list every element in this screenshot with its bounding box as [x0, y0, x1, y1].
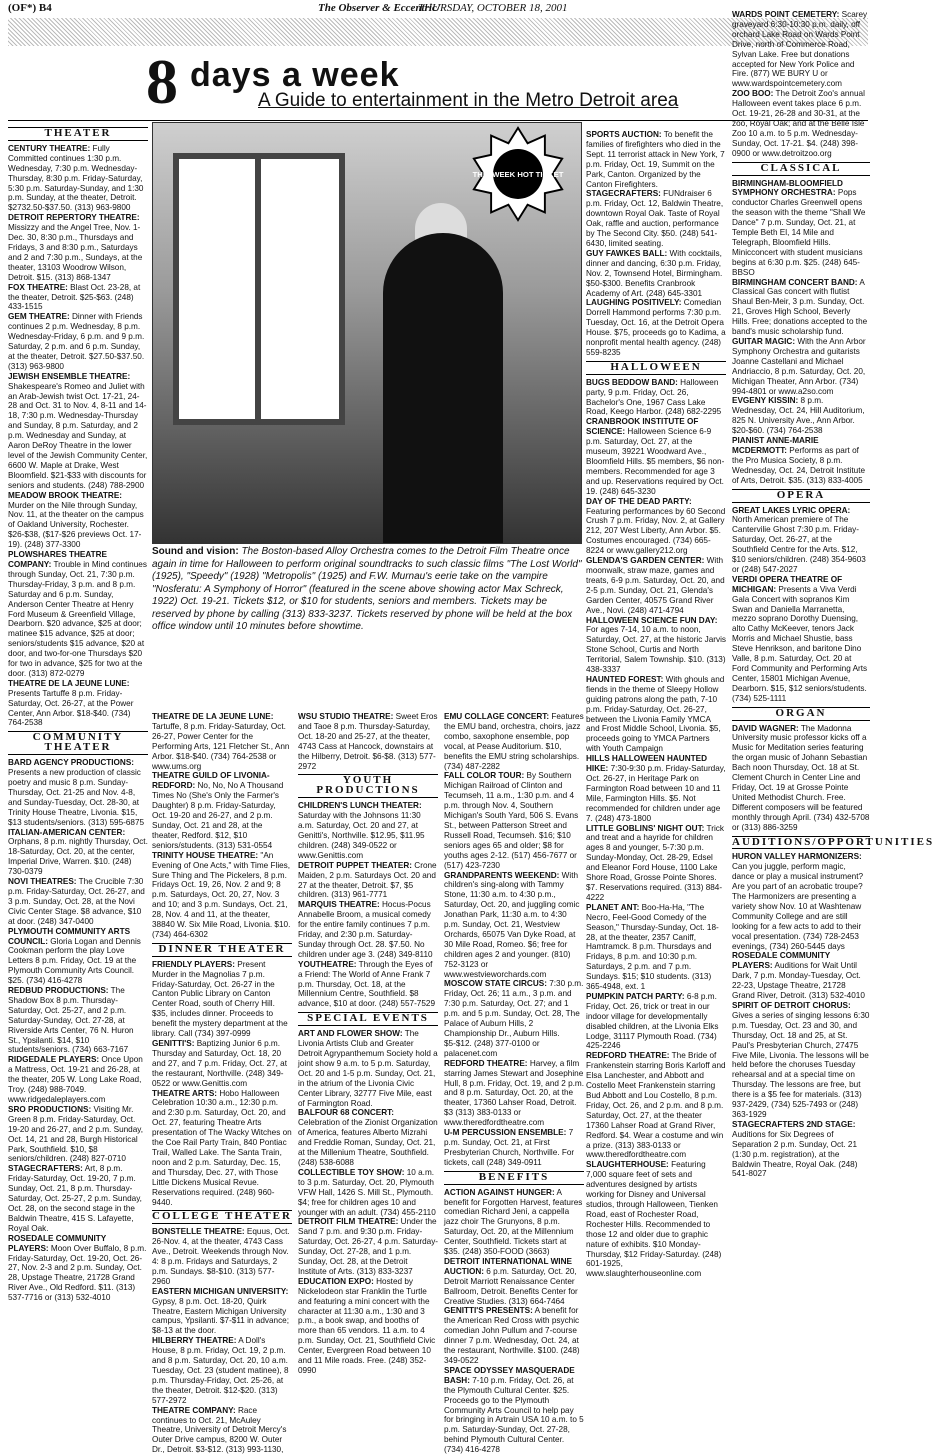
listing-entry: GREAT LAKES LYRIC OPERA: North American premiere of The Cantervilie Ghost 7:30 p.m. Friday-Saturday, Oct. 26-27, at the Southfield Centre for the Arts. $12, $10 seniors/children. (248) 354-9603 or (248) 547-2027: [732, 505, 866, 574]
listing-entry: DETROIT REPERTORY THEATRE: Missizzy and the Angel Tree, Nov. 1-Dec. 30, 8:30 p.m., Thursdays and Fridays, 3 and 8:30 p.m., Saturdays and 2 and 7:30 p.m., Sundays, at the theater, 13103 Woodrow Wilson, Detroit. $15. (313) 868-1347: [8, 213, 143, 282]
listing-entry: PIANIST ANNE-MARIE MCDERMOTT: Performs as part of the Pro Musica Society, 8 p.m. Wednesday, Oct. 24, Detroit Institute of Arts, Detroit. $35. (313) 833-4005: [732, 436, 866, 485]
listing-entry: FALL COLOR TOUR: By Southern Michigan Railroad of Clinton and Tecumseh, 11 a.m., 1:30 p.m. and 4 p.m. through Nov. 4, Southern Michigan's South Yard, 506 S. Evans St., between Patterson Street and Russell Road, Tecumseh. $16; $10 seniors ages 65 and older; $8 for youths ages 2-12. (517) 456-7677 or (517) 423-7230: [444, 771, 579, 870]
section-heading: YOUTH PRODUCTIONS: [298, 774, 438, 798]
listing-entry: REDBUD PRODUCTIONS: The Shadow Box 8 p.m. Thursday-Saturday, Oct. 25-27, and 2 p.m. Saturday-Sunday, Oct. 27-28, at Riverside Arts Center, 76 N. Huron St., Ypsilanti. $14, $10 students/seniors. (734) 663-7167: [8, 986, 134, 1055]
listing-entry: REDFORD THEATRE: The Bride of Frankenstein starring Boris Karloff and Elsa Lanchester, and Abbott and Costello Meet Frankenstein starring Bud Abbott and Lou Costello, 8 p.m. Friday, Oct. 26, and 2 p.m. and 8 p.m. Saturday, Oct. 27, at the theater 17360 Lahser Road at Grand River, Redford. $4. Wear a costume and win a prize. (313) 383-0133 or www.theredfordtheatre.com: [586, 1051, 726, 1160]
listing-entry: MARQUIS THEATRE: Hocus-Pocus Annabelle Broom, a musical comedy for the entire family continues 7 p.m. Friday, and 2:30 p.m. Saturday-Sunday through Oct. 28. $7.50. No children under age 3. (248) 349-8110: [298, 900, 433, 959]
newspaper-name: The Observer & Eccentric/: [318, 2, 440, 14]
column-6: [732, 10, 934, 1382]
listing-entry: FOX THEATRE: Blast Oct. 23-28, at the theater, Detroit. $25-$63. (248) 433-1515: [8, 282, 141, 312]
issue-date: THURSDAY, OCTOBER 18, 2001: [418, 2, 568, 14]
section-heading: CLASSICAL: [732, 162, 870, 176]
listing-entry: SPORTS AUCTION: To benefit the families of firefighters who died in the Sept. 11 terrorist attack in New York, 7 p.m. Friday, Oct. 19, Summit on the Park, Canton. Organized by the Canton Firefighters.: [586, 130, 725, 189]
photo-caption: [152, 546, 582, 634]
listing-entry: ROSEDALE COMMUNITY PLAYERS: Moon Over Buffalo, 8 p.m. Friday-Saturday, Oct. 19-20, Oct. 26-27, Nov. 2-3 and 2 p.m. Sunday, Oct. 28, Upstage Theatre, 21728 Grand River Ave., Old Redford. $11. (313) 537-7716 or (313) 532-4010: [8, 1233, 147, 1303]
listing-entry: MOSCOW STATE CIRCUS: 7:30 p.m. Friday, Oct. 26; 11 a.m., 3 p.m. and 7:30 p.m. Saturday, Oct. 27; and 1 p.m. and 5 p.m. Sunday, Oct. 28, The Palace of Auburn Hills, 2 Championship Dr., Auburn Hills. $5-$12. (248) 377-0100 or palacenet.com: [444, 979, 584, 1058]
listing-entry: REDFORD THEATRE: Harvey, a film starring James Stewart and Josephine Hull, 8 p.m. Friday, Oct. 19, and 2 p.m. and 8 p.m. Saturday, Oct. 20, at the theater, 17360 Lahser Road, Detroit. $3 (313) 383-0133 or www.theredfordtheatre.com: [444, 1058, 584, 1128]
listing-entry: HAUNTED FOREST: With ghouls and fiends in the theme of Sleepy Hollow guiding patrons along the path, 7-10 p.m. Friday-Saturday, Oct. 26-27, between the Livonia Family YMCA and Frost Middle School, Livonia. $5, proceeds going to YMCA Partners with Youth Campaign: [586, 674, 725, 754]
listing-entry: SLAUGHTERHOUSE: Featuring 7,000 square feet of sets and adventures designed by artists working for Disney and Universal studios, through Halloween, Tienken Road, east of Rochester Road, Rochester Hills. Recommended to those 12 and older due to graphic nature of exhibits. $10 Monday-Thursday, $12 Friday-Saturday. (248) 601-1925, www.slaughterhouseonline.com: [586, 1160, 722, 1279]
listing-entry: ART AND FLOWER SHOW: The Livonia Artists Club and Greater Detroit Agrypanthemum Society hold a joint show 9 a.m. to 5 p.m. Saturday, Oct. 20 and 1-5 p.m. Sunday, Oct. 21, in the atrium of the Livonia Civic Center Library, 32777 Five Mile, east of Farmington Road.: [298, 1029, 438, 1108]
section-heading: SPECIAL EVENTS: [298, 1012, 438, 1026]
listing-entry: HILBERRY THEATRE: A Doll's House, 8 p.m. Friday, Oct. 19, 2 p.m. and 8 p.m. Saturday, Oct. 20, 10 a.m. Tuesday, Oct. 23 (student matinee), 8 p.m. Thursday-Friday, Oct. 25-26, at the theater, Detroit. $12-$20. (313) 577-2972: [152, 1336, 289, 1405]
listing-entry: THEATRE DE LA JEUNE LUNE: Tartuffe, 8 p.m. Friday-Saturday, Oct. 26-27, Power Center for the Performing Arts, 121 Fletcher St., Ann Arbor. $18-$40. (734) 764-2538 or www.ums.org: [152, 712, 290, 771]
section-heading: OPERA: [732, 489, 870, 503]
listing-entry: SPIRIT OF DETROIT CHORUS: Gives a series of singing lessons 6:30 p.m. Tuesday, Oct. 23 and 30, and Thursday, Oct. 18 and 25, at St. Paul's Presbyterian Church, 27475 Five Mile, Livonia. The lessons will be held before the choruses Tuesday rehearsal and at a special time on Thursday. The lessons are free, but there is a $5 fee for materials. (313) 937-2429, (734) 525-7493 or (248) 363-1929: [732, 1001, 870, 1119]
section-heading: ORGAN: [732, 707, 870, 721]
listing-entry: YOUTHEATRE: Through the Eyes of a Friend: The World of Anne Frank 7 p.m. Thursday, Oct. 18, at the Millennium Centre, Southfield. $8 advance, $10 at door. (248) 557-7529: [298, 959, 436, 1009]
listing-entry: EMU COLLAGE CONCERT: Features the EMU band, orchestra, choirs, jazz combo, saxophone ensemble, pop vocal, at Pease Auditorium. $10, benefits the EMU string scholarships. (734) 487-2282: [444, 712, 584, 771]
listing-entry: BIRMINGHAM CONCERT BAND: A Classical Gas concert with flutist Shaul Ben-Meir, 3 p.m. Sunday, Oct. 21, Groves High School, Beverly Hills. Free; donations accepted to the band's music scholarship fund.: [732, 277, 868, 337]
listing-entry: RIDGEDALE PLAYERS: Once Upon a Mattress, Oct. 19-21 and 26-28, at the theater, 205 W. Long Lake Road, Troy. (248) 988-7049. www.ridgedaleplayers.com: [8, 1055, 143, 1104]
column-3: [298, 712, 438, 1382]
listing-entry: LITTLE GOBLINS' NIGHT OUT: Trick and treat and a hayride for children ages 8 and younger, 5-7:30 p.m. Sunday-Monday, Oct. 28-29, Edsel and Eleanor Ford House, 1100 Lake Shore Road, Grosse Pointe Shores. $7. Reservations required. (313) 884-4222: [586, 823, 724, 902]
listing-entry: HALLOWEEN SCIENCE FUN DAY: For ages 7-14, 10 a.m. to noon, Saturday, Oct. 27, at the historic Jarvis Stone School, Curtis and North Territorial, Salem Township. $10. (313) 438-3337: [586, 615, 727, 675]
listing-entry: BALFOUR 68 CONCERT: Celebration of the Zionist Organization of America, features Alberto Mizrahi and Freddie Roman, Sunday, Oct. 21, at the Millenium Theatre, Southfield. (248) 538-6088: [298, 1108, 438, 1167]
hot-ticket-badge: [470, 126, 566, 222]
listing-entry: GENITTI'S PRESENTS: A benefit for the American Red Cross with psychic comedian John Pullum and 7-course dinner 7 p.m. Wednesday, Oct. 24, at the restaurant, Northville. $100. (248) 349-0522: [444, 1306, 580, 1365]
masthead-subtitle: A Guide to entertainment in the Metro Detroit area: [258, 90, 679, 111]
listing-entry: BIRMINGHAM-BLOOMFIELD SYMPHONY ORCHESTRA: Pops conductor Charles Greenwell opens the season with the theme "Shall We Dance" 7 p.m. Sunday, Oct. 21, at Temple Beth El, 14 Mile and Telegraph, Bloomfield Hills. Minicconcert with student musicians begins at 6:30 p.m. $25. (248) 645-BBSO: [732, 178, 866, 277]
section-heading: THEATER: [8, 127, 148, 141]
listing-entry: THEATRE DE LA JEUNE LUNE: Presents Tartuffe 8 p.m. Friday-Saturday, Oct. 26-27, at the Power Center, Ann Arbor. $18-$40. (734) 764-2538: [8, 678, 134, 728]
listing-entry: FRIENDLY PLAYERS: Present Murder in the Magnolias 7 p.m. Friday-Saturday, Oct. 26-27 in the Canton Public Library on Canton Center Road, south of Cherry Hill. $35, includes dinner. Proceeds to benefit the mystery department at the library. Call (734) 397-0999: [152, 959, 288, 1039]
listing-entry: CRANBROOK INSTITUTE OF SCIENCE: Halloween Science 6-9 p.m. Saturday, Oct. 27, at the museum, 39221 Woodward Ave., Bloomfield Hills. $5 members, $6 non-members. Recommended for age 3 and up. Reservations required by Oct. 19. (248) 645-3230: [586, 417, 725, 496]
listing-entry: GEM THEATRE: Dinner with Friends continues 2 p.m. Wednesday, 8 p.m. Wednesday-Friday, 6 p.m. and 9 p.m. Saturday, 2 p.m. and 6 p.m. Sunday, at the theater, Detroit. $27.50-$37.50. (313) 963-9800: [8, 312, 145, 371]
listing-entry: NOVI THEATRES: The Crucible 7:30 p.m. Friday-Saturday, Oct. 26-27, and 3 p.m. Sunday, Oct. 28, at the Novi Civic Center Stage. $8 advance, $10 at door. (248) 347-0400: [8, 877, 145, 926]
listing-entry: PLOWSHARES THEATRE COMPANY: Trouble in Mind continues through Sunday, Oct. 21, 7:30 p.m. Thursday-Friday, 3 p.m. and 8 p.m. Saturday and 6 p.m. Sunday, Anderson Center Theatre at Henry Ford Museum & Greenfield Village, Dearborn. $20 advance, $25 at door; matinee $15 advance, $25 at door; seniors/students $15 advance, $20 at door, and two-for-one Thursdays $20 for two in advance, $25 for two at the door. (313) 872-0279: [8, 550, 147, 678]
listing-entry: DAVID WAGNER: The Madonna University music professor kicks off a Music for Meditation series featuring the organ music of Johann Sebastian Bach noon Thursday, Oct. 18 at St. Clement Church in Center Line and Friday, Oct. 19 at Grosse Pointe United Methodist Church. Free. Different composers will be featured monthly through April. (734) 432-5708 or (313) 886-3259: [732, 723, 870, 832]
listing-entry: BARD AGENCY PRODUCTIONS: Presents a new production of classic poetry and music 8 p.m. Sunday-Thursday, Oct. 21-25 and Nov. 4-8, and Sunday-Tuesday, Oct. 28-30, at Trinity House Theatre, Livonia. $15, $13 students/seniors. (313) 595-6875: [8, 758, 145, 827]
listing-entry: SRO PRODUCTIONS: Visiting Mr. Green 8 p.m. Friday-Saturday, Oct. 19-20 and 26-27, and 2 p.m. Sunday, Oct. 14, 21 and 28, Burgh Historical Park, Southfield. $10, $8 seniors/children. (248) 827-0710: [8, 1104, 144, 1164]
figure-silhouette: [383, 233, 503, 543]
column-4: [444, 712, 584, 1455]
listing-entry: SPACE ODYSSEY MASQUERADE BASH: 7-10 p.m. Friday, Oct. 26, at the Plymouth Cultural Center. $25. Proceeds go to the Plymouth Community Arts Council to help pay for bringing in Artrain USA 10 a.m. to 5 p.m. Saturday-Sunday, Oct. 27-28, behind Plymouth Cultural Center. (734) 416-4278: [444, 1365, 584, 1455]
listing-entry: EASTERN MICHIGAN UNIVERSITY: Gypsy, 8 p.m. Oct. 18-20, Quirk Theatre, Eastern Michigan University campus, Ypsilanti. $7-$11 in advance; $8-13 at the door.: [152, 1286, 289, 1336]
listing-entry: DETROIT PUPPET THEATER: Crone Maiden, 2 p.m. Saturdays Oct. 20 and 27 at the theater, Detroit. $7, $5 children. (313) 961-7771: [298, 860, 437, 900]
listing-entry: THEATRE ARTS: Hobo Halloween Celebration 10:30 a.m., 12:30 p.m. and 2:30 p.m. Saturday, Oct. 20, and Oct. 27, featuring Theatre Arts presentation of The Wacky Witches on the Coe Rail Party Train, 840 Pontiac Trail, Walled Lake. The Santa Train, noon and 2 p.m. Saturday, Dec. 15, and Thursday, Dec. 27, with Those Little Dickens Musical Revue. Reservations required. (248) 960-9440.: [152, 1088, 292, 1207]
listing-entry: GUY FAWKES BALL: With cocktails, dinner and dancing, 6:30 p.m. Friday, Nov. 2, Townsend Hotel, Birmingham. $50-$300. Benefits Cranbrook Academy of Art. (248) 645-3301: [586, 248, 723, 298]
listing-entry: COLLECTIBLE TOY SHOW: 10 a.m. to 3 p.m. Saturday, Oct. 20, Plymouth VFW Hall, 1426 S. Mill St., Plymouth. $4; free for children ages 10 and younger with an adult. (734) 455-2110: [298, 1167, 436, 1217]
listing-entry: STAGECRAFTERS 2ND STAGE: Auditions for Six Degrees of Separation 2 p.m. Sunday, Oct. 21 (1:30 p.m. registration), at the Baldwin Theatre, Royal Oak. (248) 541-8027: [732, 1119, 858, 1179]
listing-entry: EDUCATION EXPO: Hosted by Nickelodeon star Franklin the Turtle and featuring a mini concert with the character at 11:30 a.m., 1:30 and 3 p.m., a book swap, and booths of more than 65 vendors. 11 a.m. to 4 p.m. Sunday, Oct. 21, Southfield Civic Center, Evergreen Road between 10 and 11 Mile roads. Free. (248) 352-0990: [298, 1276, 436, 1375]
listing-entry: DAY OF THE DEAD PARTY: Featuring performances by 60 Second Crush 7 p.m. Friday, Nov. 2, at Gallery 212, 207 West Liberty, Ann Arbor. $5. Costumes encouraged. (734) 665-8224 or www.gallery212.org: [586, 496, 726, 556]
listing-entry: STAGECRAFTERS: Art, 8 p.m. Friday-Saturday, Oct. 19-20, 7 p.m. Sunday, Oct. 21, 8 p.m. Thursday-Saturday, Oct. 25-27, 2 p.m. Sunday, Oct. 28, on the second stage in the Baldwin Theatre, 415 S. Lafayette, Royal Oak.: [8, 1164, 142, 1233]
listing-entry: JEWISH ENSEMBLE THEATRE: Shakespeare's Romeo and Juliet with an Arab-Jewish twist Oct. 17-21, 24-28 and Oct. 31 to Nov. 4, 8-11 and 14-18, 7:30 p.m. Wednesday-Thursday and Sunday, 8 p.m. Saturday, and 2 p.m. Wednesday and Sunday, at Aaron DeRoy Theatre in the lower level of the Jewish Community Center, 6600 W. Maple at Drake, West Bloomfield. $21-$33 with discounts for seniors and students. (248) 788-2900: [8, 371, 148, 490]
listing-entry: GRANDPARENTS WEEKEND: With children's sing-along with Tammy Stone, 11:30 a.m. to 4:30 p.m., Saturday, Oct. 20, and juggling comic Jonathan Park, 11:30 a.m. to 4:30 p.m. Sunday, Oct. 21, Westview Orchards, 65075 Van Dyke Road, at 30 Mile Road, Romeo. $6; free for children ages 2 and younger. (810) 752-3123 or www.westvieworchards.com: [444, 870, 580, 979]
listing-entry: THEATRE COMPANY: Race continues to Oct. 21, McAuley Theatre, University of Detroit Mercy's Outer Drive campus, 8200 W. Outer Dr., Detroit. $3-$12. (313) 993-1130,: [152, 1405, 287, 1455]
listing-entry: WSU STUDIO THEATRE: Sweet Eros and Taoe 8 p.m. Thursday-Saturday, Oct. 18-20 and 25-27, at the theater, 4743 Cass at Hancock, downstairs at the Hilberry, Detroit. $6-$8. (313) 577-2972: [298, 712, 438, 771]
caption-lead: Sound and vision:: [152, 546, 239, 557]
window-shape: [173, 153, 345, 425]
caption-body: The Boston-based Alloy Orchestra comes to the Detroit Film Theatre once again in time for Halloween to perform original soundtracks to such classic films "The Lost World" (1925), "Speedy" (1928) "Metropolis" (1925) and F.W. Murnau's eerie take on the vampire "Nosferatu: A Symphony of Horror" (featured in the scene above showing actor Max Schreck, 1922) Oct. 19-21. Tickets $12, or $10 for students, seniors and members. Tickets may be reserved by phone by calling (313) 833-3237. Tickets reserved by phone will be held at the box office window until 10 minutes before showtime.: [152, 546, 582, 632]
listing-entry: CENTURY THEATRE: Fully Committed continues 1:30 p.m. Wednesday, 7:30 p.m. Wednesday-Thursday, 8:30 p.m. Friday-Saturday, 5:30 p.m. Saturday-Sunday, and 1:30 p.m. Sunday, at the theater, Detroit. $2732.50-$37.50. (313) 963-9800: [8, 143, 144, 213]
listing-entry: PUMPKIN PATCH PARTY: 6-8 p.m. Friday, Oct. 26, trick or treat in our indoor village for developmentally disabled children, at the Livonia Elks Lodge, 31117 Plymouth Road. (734) 425-2246: [586, 991, 719, 1051]
listing-entry: EVGENY KISSIN: 8 p.m. Wednesday, Oct. 24, Hill Auditorium, 825 N. University Ave., Ann Arbor. $20-$60. (734) 764-2538: [732, 396, 865, 436]
masthead-number: 8: [146, 46, 178, 117]
listing-entry: HILLS HALLOWEEN HAUNTED HIKE: 7:30-9:30 p.m. Friday-Saturday, Oct. 26-27, in Heritage Park on Farmington Road between 10 and 11 Mile, Farmington Hills. $5. Not recommended for children under age 7. (248) 473-1800: [586, 754, 726, 823]
listing-entry: U-M PERCUSSION ENSEMBLE: 7 p.m. Sunday, Oct. 21, at First Presbyterian Church, Northville. For tickets, call (248) 349-0911: [444, 1128, 575, 1167]
listing-entry: PLYMOUTH COMMUNITY ARTS COUNCIL: Gloria Logan and Dennis Cookman perform the play Love Letters 8 p.m. Friday, Oct. 19 at the Plymouth Community Arts Council. $25. (734) 416-4278: [8, 926, 141, 986]
listing-entry: ZOO BOO: The Detroit Zoo's annual Halloween event takes place 6 p.m. Oct. 19-21, 26-28 and 30-31, at the zoo, Royal Oak; and at the Belle Isle Zoo 10 a.m. to 5 p.m. Wednesday-Sunday, Oct. 17-21. $4. (248) 398-0900 or www.detroitzoo.org: [732, 89, 865, 158]
section-heading: DINNER THEATER: [152, 943, 292, 957]
listing-entry: BUGS BEDDOW BAND: Halloween party, 9 p.m. Friday, Oct. 26, Bachelor's One, 1967 Cass Lake Road, Keego Harbor. (248) 682-2295: [586, 377, 722, 417]
listing-entry: GUITAR MAGIC: With the Ann Arbor Symphony Orchestra and guitarists Joanne Castellani and Michael Andriaccio, 8 p.m. Saturday, Oct. 20, Michigan Theater, Ann Arbor. (734) 994-4801 or www.a2so.com: [732, 337, 866, 396]
section-heading: AUDITIONS/OPPORTUNITIES: [732, 835, 934, 848]
listing-entry: GLENDA'S GARDEN CENTER: With moonwalk, straw maze, games and treats, 6-9 p.m. Saturday, Oct. 20, and 2-5 p.m. Sunday, Oct. 21, Glenda's Garden Center, 40575 Grand River Ave., Novi. (248) 471-4794: [586, 556, 725, 615]
badge-text: THIS WEEK HOT TICKET: [472, 169, 564, 179]
masthead-title: days a week: [190, 56, 400, 94]
column-5: [586, 130, 726, 1382]
listing-entry: PLANET ANT: Boo-Ha-Ha, "The Necro, Feel-Good Comedy of the Season," Thursday-Sunday, Oct. 18-28, at the theater, 2357 Caniff, Hamtramck. 8 p.m. Thursdays and Fridays, 8 p.m. and 10:30 p.m. Saturdays, 2 p.m. and 7 p.m. Sundays. $15; $10 students. (313) 365-4948, ext. 1: [586, 902, 719, 992]
listing-entry: TRINITY HOUSE THEATRE: "An Evening of One Acts," with Time Flies, Sure Thing and The Pickelers, 8 p.m. Fridays Oct. 19, 26, Nov. 2 and 9; 8 p.m. Saturdays, Oct. 20, 27, Nov. 3 and 10; and 3 p.m. Sundays, Oct. 21, 28, Nov. 4 and 11, at the theater, 38840 W. Six Mile Road, Livonia. $10. (734) 464-6302: [152, 850, 291, 939]
listing-entry: THEATRE GUILD OF LIVONIA-REDFORD: No, No, No A Thousand Times No (She's Only the Farmer's Daughter) 8 p.m. Friday-Saturday, Oct. 19-20 and 26-27, and 2 p.m. Sunday, Oct. 21 and 28, at the theater, Redford. $12, $10 seniors/students. (313) 531-0554: [152, 771, 284, 850]
section-heading: COMMUNITY THEATER: [8, 731, 148, 755]
listing-entry: ITALIAN-AMERICAN CENTER: Orphans, 8 p.m. nightly Thursday, Oct. 18-Saturday, Oct. 20, at the center, Imperial Drive, Warren. $10. (248) 730-0379: [8, 827, 148, 877]
listing-entry: STAGECRAFTERS: FUNdraiser 6 p.m. Friday, Oct. 12, Baldwin Theatre, downtown Royal Oak. Taste of Royal Oak, raffle and auction, performance by The Second City. $50. (248) 541-6430, limited seating.: [586, 189, 724, 248]
listing-entry: DETROIT INTERNATIONAL WINE AUCTION: 6 p.m. Saturday, Oct. 20, Detroit Marriott Renaissance Center Ballroom, Detroit. Benefits Center for Creative Studies. (313) 664-7464: [444, 1256, 578, 1306]
listing-entry: LAUGHING POSITIVELY: Comedian Dorrell Hammond performs 7:30 p.m. Tuesday, Oct. 16, at the Detroit Opera House. $75, proceeds go to Kadima, a nonprofit mental health agency. (248) 559-8235: [586, 298, 726, 357]
column-2: [152, 712, 292, 1455]
section-heading: HALLOWEEN: [586, 361, 726, 375]
listing-entry: BONSTELLE THEATRE: Equus, Oct. 26-Nov. 4, at the theater, 4743 Cass Ave., Detroit. Weekends through Nov. 4: 8 p.m. Fridays and Saturdays, 2 p.m. Sundays. $8-$10. (313) 577-2960: [152, 1227, 290, 1286]
listing-entry: DETROIT FILM THEATRE: Under the Sand 7 p.m. and 9:30 p.m. Friday-Saturday, Oct. 26-27, 4 p.m. Saturday-Sunday, Oct. 27-28, and 1 p.m. Sunday, Oct. 28, at the Detroit Institute of Arts. (313) 833-3237: [298, 1217, 439, 1276]
column-1: [8, 124, 148, 1382]
listing-entry: WARDS POINT CEMETERY: Scarey graveyard 6:30-10:30 p.m. daily, off orchard Lake Road on Wards Point Drive, north of Commerce Road, Sylvan Lake. Free but donations accepted for New York Police and Fire. (877) WE BURY U or www.wardspointcemetery.com: [732, 10, 868, 89]
listing-entry: ACTION AGAINST HUNGER: A benefit for Forgotten Harvest, features comedian Richard Jeni, a cappella jazz choir The Grunyons, 8 p.m. Saturday, Oct. 20, at the Millennium Center, Southfield. Tickets start at $35. (248) 350-FOOD (3663): [444, 1187, 583, 1257]
listing-entry: GENITTI'S: Baptizing Junior 6 p.m. Thursday and Saturday, Oct. 18, 20 and 27, and 7 p.m. Friday, Oct. 27, at the restaurant, Northville. (248) 349-0522 or www.Genittis.com: [152, 1039, 288, 1088]
listing-entry: ROSEDALE COMMUNITY PLAYERS: Auditions for Wait Until Dark, 7 p.m. Monday-Tuesday, Oct. 22-23, Upstage Theatre, 21728 Grand River, Detroit. (313) 532-4010: [732, 951, 865, 1001]
listing-entry: HURON VALLEY HARMONIZERS: Can you juggle, perform magic, dance or play a musical instrument? Are you part of an acrobatic troupe? The Harmonizers are presenting a variety show Nov. 10 at Washtenaw Community College and are still looking for a few acts to add to their vocal presentation. (734) 728-2453 evenings, (734) 260-5445 days: [732, 852, 864, 951]
section-heading: BENEFITS: [444, 1171, 584, 1185]
listing-entry: CHILDREN'S LUNCH THEATER: Saturday with the Johnsons 11:30 a.m. Saturday, Oct. 20 and 27, at Genitti's, Northville. $12.95, $11.95 children. (248) 349-0522 or www.Genittis.com: [298, 801, 425, 860]
listing-entry: VERDI OPERA THEATRE OF MICHIGAN: Presents a Viva Verdi Gala Concert with sopranos Kim Swan and Daniella Marranetta, mezzo soprano Dorothy Duensing, alto Cathy McKeever, tenors Jack Morris and Michael Shustie, bass Steve Henrikson, and baritone Dino Valle, 8 p.m. Saturday, Oct. 20 at Ford Community and Performing Arts Center, 15801 Michigan Avenue, Dearborn. $15, $12 seniors/students. (734) 525-1111: [732, 574, 868, 703]
page-edition: (OF*) B4: [8, 2, 52, 14]
section-heading: COLLEGE THEATER: [152, 1210, 292, 1223]
listing-entry: MEADOW BROOK THEATRE: Murder on the Nile through Sunday, Nov. 11, at the theater on the campus of Oakland University, Rochester. $26-$38, ($17-$26 previews Oct. 17-19). (248) 377-3300: [8, 490, 144, 550]
